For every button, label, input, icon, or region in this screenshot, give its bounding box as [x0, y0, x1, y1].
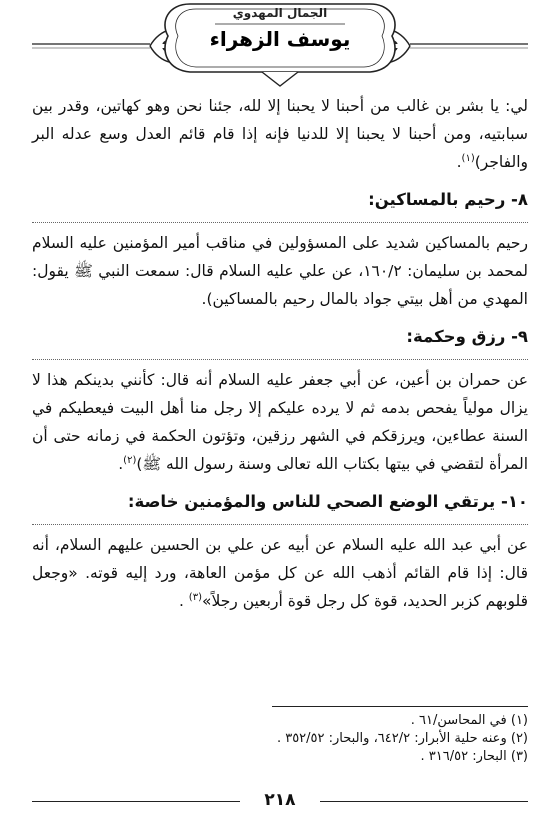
footnotes: [32, 712, 528, 766]
section-heading-8: ٨- رحيم بالمساكين:: [368, 190, 528, 209]
footnote-3: (٣) البحار: ٣١٦/٥٢ .: [420, 749, 528, 764]
paragraph-4-text: عن أبي عبد الله عليه السلام عن أبيه عن علي بن الحسين عليهم السلام، أنه قال: إذا قام القائم أذهب الله عن كل مؤمن العاهة، ورد إليه قوته. «وجعل قلوبهم كزبر الحديد، قوة كل رجل قوة أربعين رجلاً»: [32, 536, 528, 610]
section-divider: [32, 222, 528, 223]
page-number-rule-left: [32, 801, 240, 802]
paragraph-2: رحيم بالمساكين شديد على المسؤولين في مناقب أمير المؤمنين عليه السلام لمحمد بن سليمان: ١٦٠/٢، عن علي عليه السلام قال: سمعت النبي ﷺ يقول: المهدي من أهل بيتي جواد بالمال رحيم بالمساكين).: [32, 234, 528, 308]
page-body: [32, 92, 528, 615]
page-number-rule-right: [320, 801, 528, 802]
section-heading-10: ١٠- يرتقي الوضع الصحي للناس والمؤمنين خاصة:: [127, 492, 528, 511]
paragraph-4: عن أبي عبد الله عليه السلام عن أبيه عن علي بن الحسين عليهم السلام، أنه قال: إذا قام القائم أذهب الله عن كل مؤمن العاهة، ورد إليه قوته. «وجعل قلوبهم كزبر الحديد، قوة كل رجل قوة أربعين رجلاً»$^{(٣)}$ .: [32, 536, 528, 610]
paragraph-3-text: عن حمران بن أعين، عن أبي جعفر عليه السلام أنه قال: كأنني بدينكم هذا لا يزال مولياً يفحص بدمه ثم لا يرده عليكم إلا رجل منا أهل البيت فيعطيكم في السنة عطاءين، ويرزقكم في الشهر رزقين، وتؤتون الحكمة في زمانه حتى أن المرأة لتقضي في بيتها بكتاب الله تعالى وسنة رسول الله ﷺ): [32, 371, 528, 473]
footnote-ref-1: (١): [461, 152, 475, 164]
section-heading-9: ٩- رزق وحكمة:: [406, 327, 528, 346]
footnote-1: (١) في المحاسن/٦١ .: [410, 713, 528, 728]
book-title: الجمال المهدوي: [232, 6, 328, 20]
section-divider: [32, 524, 528, 525]
footnote-ref-2: (٢): [123, 454, 137, 466]
footnote-2: (٢) وعنه حلية الأبرار: ٦٤٢/٢، والبحار: ٣٥٢/٥٢ .: [276, 731, 528, 746]
page-header: [0, 0, 560, 90]
footnote-ref-3: (٣): [188, 591, 202, 603]
footnote-separator: [272, 706, 528, 707]
book-subtitle: يوسف الزهراء: [209, 27, 351, 51]
section-divider: [32, 359, 528, 360]
paragraph-3: عن حمران بن أعين، عن أبي جعفر عليه السلام أنه قال: كأنني بدينكم هذا لا يزال مولياً يفحص بدمه ثم لا يرده عليكم إلا رجل منا أهل البيت فيعطيكم في السنة عطاءين، ويرزقكم في الشهر رزقين، وتؤتون الحكمة في زمانه حتى أن المرأة لتقضي في بيتها بكتاب الله تعالى وسنة رسول الله ﷺ)$^{(٢)}$.: [32, 371, 528, 473]
paragraph-1: لي: يا بشر بن غالب من أحبنا لا يحبنا إلا لله، جئنا نحن وهو كهاتين، وقدر بين سبابتيه، ومن أحبنا لا يحبنا إلا للدنيا فإنه إذا قام قائم العدل وسع عدله البر والفاجر)$^{(١)}$.: [32, 97, 528, 171]
paragraph-1-text: لي: يا بشر بن غالب من أحبنا لا يحبنا إلا لله، جئنا نحن وهو كهاتين، وقدر بين سبابتيه، ومن أحبنا لا يحبنا إلا للدنيا فإنه إذا قام قائم العدل وسع عدله البر والفاجر): [32, 97, 528, 171]
page-number: ٢١٨: [264, 790, 296, 810]
